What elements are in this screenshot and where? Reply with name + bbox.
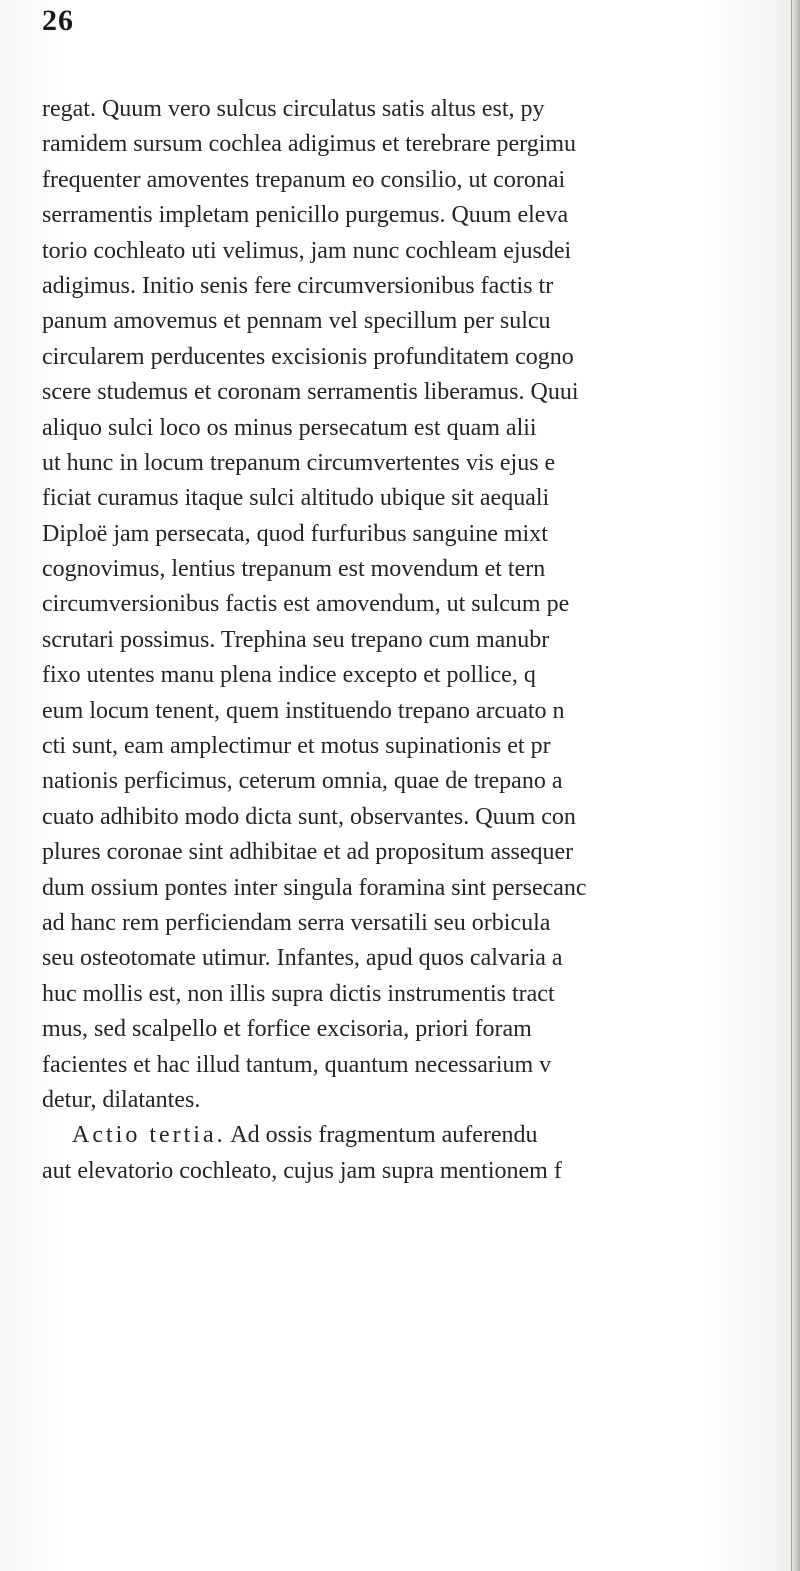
text-line: cognovimus, lentius trepanum est movendum et tern (42, 556, 546, 583)
text-line: facientes et hac illud tantum, quantum necessarium v (42, 1051, 552, 1078)
text-line: mus, sed scalpello et forfice excisoria, priori foram (42, 1016, 532, 1043)
text-line: nationis perficimus, ceterum omnia, quae de trepano a (42, 768, 563, 795)
text-line: adigimus. Initio senis fere circumversionibus factis tr (42, 272, 554, 299)
text-line: seu osteotomate utimur. Infantes, apud quos calvaria a (42, 945, 563, 972)
text-line: regat. Quum vero sulcus circulatus satis altus est, py (42, 96, 545, 122)
text-line: scere studemus et coronam serramentis liberamus. Quui (42, 379, 579, 406)
text-line: ut hunc in locum trepanum circumvertentes vis ejus e (42, 449, 556, 476)
text-line: Diploë jam persecata, quod furfuribus sanguine mixt (42, 520, 548, 547)
text-line: dum ossium pontes inter singula foramina sint persecanc (42, 874, 587, 901)
text-line: huc mollis est, non illis supra dictis instrumentis tract (42, 980, 555, 1007)
text-line: aut elevatorio cochleato, cujus jam supra mentionem f (42, 1157, 562, 1184)
text-line: cuato adhibito modo dicta sunt, observantes. Quum con (42, 803, 576, 830)
text-line: torio cochleato uti velimus, jam nunc cochleam ejusdei (42, 237, 572, 264)
text-line: circularem perducentes excisionis profunditatem cogno (42, 343, 574, 370)
text-line: ficiat curamus itaque sulci altitudo ubique sit aequali (42, 485, 550, 512)
text-line: circumversionibus factis est amovendum, ut sulcum pe (42, 591, 570, 618)
page-number: 26 (42, 4, 74, 37)
text-line: ramidem sursum cochlea adigimus et terebrare pergimu (42, 131, 577, 158)
text-line: eum locum tenent, quem instituendo trepano arcuato n (42, 697, 565, 724)
page-edge-shadow (790, 0, 800, 1571)
text-line: scrutari possimus. Trephina seu trepano cum manubr (42, 626, 550, 653)
text-line: panum amovemus et pennam vel specillum per sulcu (42, 308, 551, 335)
text-line: ad hanc rem perficiendam serra versatili seu orbicula (42, 909, 551, 936)
text-line: detur, dilatantes. (42, 1086, 201, 1113)
text-line: frequenter amoventes trepanum eo consilio, ut coronai (42, 166, 566, 193)
text-line: serramentis impletam penicillo purgemus. Quum eleva (42, 202, 569, 229)
section-heading: Actio tertia. (72, 1122, 226, 1149)
text-body (42, 92, 790, 1189)
text-line: aliquo sulci loco os minus persecatum est quam alii (42, 414, 537, 441)
text-line: plures coronae sint adhibitae et ad propositum assequer (42, 839, 574, 866)
text-run: Ad ossis fragmentum auferendu (225, 1122, 538, 1149)
text-line: cti sunt, eam amplectimur et motus supinationis et pr (42, 733, 551, 760)
text-line: fixo utentes manu plena indice excepto et pollice, q (42, 662, 536, 689)
paragraph-start-line (42, 1118, 790, 1153)
